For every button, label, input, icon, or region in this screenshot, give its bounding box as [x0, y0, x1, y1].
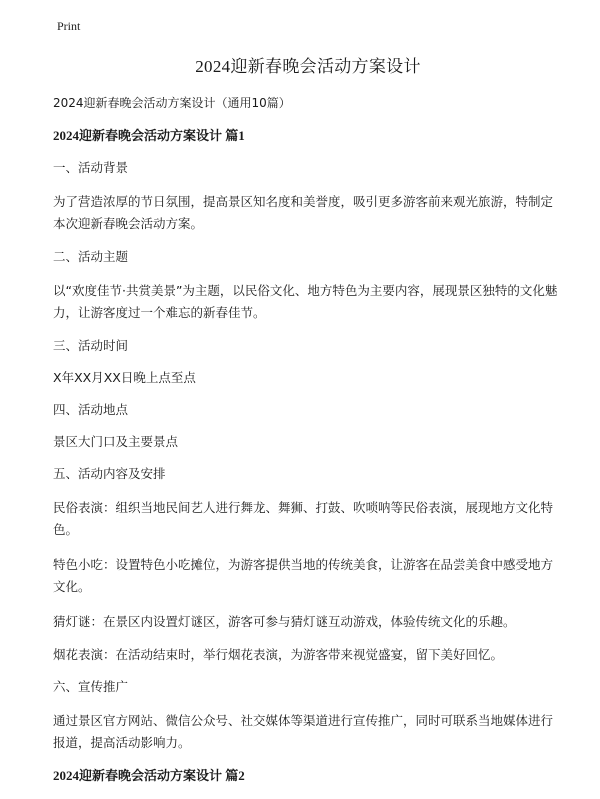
section-heading-theme: 二、活动主题 — [53, 249, 129, 264]
content-item-lantern-riddles: 猜灯谜：在景区内设置灯谜区，游客可参与猜灯谜互动游戏，体验传统文化的乐趣。 — [53, 614, 516, 629]
part-2-title: 2024迎新春晚会活动方案设计 篇2 — [53, 768, 245, 783]
section-text-theme: 以“欢度佳节·共赏美景”为主题，以民俗文化、地方特色为主要内容，展现景区独特的文化魅力，让游客度过一个难忘的新春佳节。 — [53, 283, 558, 320]
document-subtitle: 2024迎新春晚会活动方案设计（通用10篇） — [53, 96, 291, 110]
content-item-snacks: 特色小吃：设置特色小吃摊位，为游客提供当地的传统美食，让游客在品尝美食中感受地方文化。 — [53, 557, 554, 594]
section-heading-content: 五、活动内容及安排 — [53, 466, 166, 481]
section-heading-time: 三、活动时间 — [53, 338, 129, 353]
content-item-folk-performance: 民俗表演：组织当地民间艺人进行舞龙、舞狮、打鼓、吹唢呐等民俗表演，展现地方文化特色。 — [53, 500, 554, 537]
section-text-promotion: 通过景区官方网站、微信公众号、社交媒体等渠道进行宣传推广，同时可联系当地媒体进行报道，提高活动影响力。 — [53, 713, 554, 750]
document-body — [53, 54, 563, 799]
section-heading-background: 一、活动背景 — [53, 160, 129, 175]
section-text-location: 景区大门口及主要景点 — [53, 434, 179, 449]
section-text-background: 为了营造浓厚的节日氛围，提高景区知名度和美誉度，吸引更多游客前来观光旅游，特制定本次迎新春晚会活动方案。 — [53, 194, 554, 231]
document-title: 2024迎新春晚会活动方案设计 — [195, 57, 421, 76]
section-heading-promotion: 六、宣传推广 — [53, 679, 129, 694]
content-item-fireworks: 烟花表演：在活动结束时，举行烟花表演，为游客带来视觉盛宴，留下美好回忆。 — [53, 647, 504, 662]
section-text-time: X年XX月XX日晚上点至点 — [53, 370, 196, 385]
part-1-title: 2024迎新春晚会活动方案设计 篇1 — [53, 128, 245, 143]
print-link[interactable]: Print — [57, 19, 81, 33]
section-heading-location: 四、活动地点 — [53, 402, 129, 417]
